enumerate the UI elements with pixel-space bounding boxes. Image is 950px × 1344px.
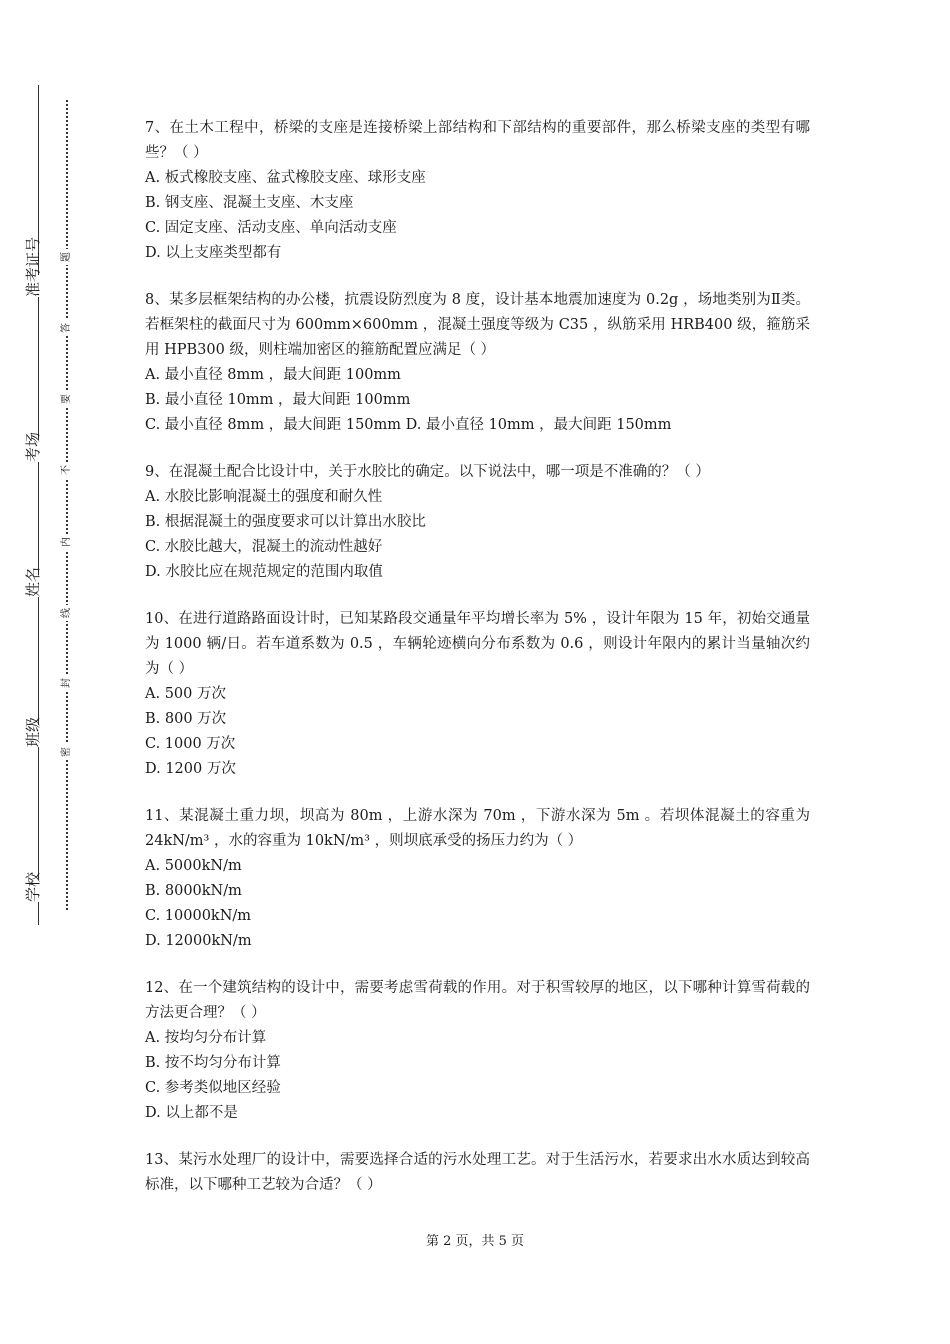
option-a: A. 板式橡胶支座、盆式橡胶支座、球形支座 xyxy=(145,170,426,186)
question-stem: 11、某混凝土重力坝，坝高为 80m ，上游水深为 70m ，下游水深为 5m 。若坝体混凝土的容重为 24kN/m³ ，水的容重为 10kN/m³ ，则坝底承受的扬压力约为（ ） xyxy=(145,808,810,849)
label-name: 姓名 xyxy=(24,566,42,597)
seal-char: 要 xyxy=(60,391,74,407)
option-c: C. 参考类似地区经验 xyxy=(145,1080,281,1096)
question-8 xyxy=(145,288,810,438)
label-exam-room: 考场 xyxy=(24,431,42,462)
option-d: D. 水胶比应在规范规定的范围内取值 xyxy=(145,564,383,580)
option-d: D. 以上都不是 xyxy=(145,1105,238,1121)
question-stem: 7、在土木工程中，桥梁的支座是连接桥梁上部结构和下部结构的重要部件，那么桥梁支座的类型有哪些？（ ） xyxy=(145,120,810,161)
question-10 xyxy=(145,607,810,782)
option-b: B. 最小直径 10mm ，最大间距 100mm xyxy=(145,392,411,408)
option-c: C. 水胶比越大，混凝土的流动性越好 xyxy=(145,539,383,555)
option-b: B. 根据混凝土的强度要求可以计算出水胶比 xyxy=(145,514,426,530)
option-b: B. 800 万次 xyxy=(145,711,227,727)
question-12 xyxy=(145,976,810,1126)
binding-labels xyxy=(22,85,44,925)
seal-char: 不 xyxy=(60,462,74,478)
seal-char: 内 xyxy=(60,534,74,550)
question-stem: 10、在进行道路路面设计时，已知某路段交通量年平均增长率为 5% ，设计年限为 15 年，初始交通量为 1000 辆/日。若车道系数为 0.5 ，车辆轮迹横向分布系数为 0.6 ，则设计年限内的累计当量轴次约为（ ） xyxy=(145,611,810,677)
option-c-d: C. 最小直径 8mm ，最大间距 150mm D. 最小直径 10mm ，最大间距 150mm xyxy=(145,417,672,433)
option-a: A. 按均匀分布计算 xyxy=(145,1030,267,1046)
option-c: C. 固定支座、活动支座、单向活动支座 xyxy=(145,220,397,236)
question-stem: 9、在混凝土配合比设计中，关于水胶比的确定。以下说法中，哪一项是不准确的？（ ） xyxy=(145,464,710,480)
option-a: A. 5000kN/m xyxy=(145,858,242,874)
option-b: B. 按不均匀分布计算 xyxy=(145,1055,281,1071)
option-d: D. 以上支座类型都有 xyxy=(145,245,282,261)
question-9 xyxy=(145,460,810,585)
question-stem: 8、某多层框架结构的办公楼，抗震设防烈度为 8 度，设计基本地震加速度为 0.2g ，场地类别为Ⅱ类。若框架柱的截面尺寸为 600mm×600mm ，混凝土强度等级为 C35 ，纵筋采用 HRB400 级，箍筋采用 HPB300 级，则柱端加密区的箍筋配置应满足（ ） xyxy=(145,292,810,358)
option-d: D. 12000kN/m xyxy=(145,933,252,949)
question-list xyxy=(145,116,810,1220)
label-admission-number: 准考证号 xyxy=(24,236,42,297)
label-school: 学校 xyxy=(24,871,42,902)
option-a: A. 最小直径 8mm ，最大间距 100mm xyxy=(145,367,401,383)
option-a: A. 500 万次 xyxy=(145,686,226,702)
option-c: C. 1000 万次 xyxy=(145,736,236,752)
question-7 xyxy=(145,116,810,266)
page-footer: 第 2 页，共 5 页 xyxy=(425,1234,525,1249)
option-b: B. 钢支座、混凝土支座、木支座 xyxy=(145,195,354,211)
option-a: A. 水胶比影响混凝土的强度和耐久性 xyxy=(145,489,383,505)
seal-char: 密 xyxy=(60,744,74,760)
label-class: 班级 xyxy=(24,716,42,747)
seal-char: 线 xyxy=(60,605,74,621)
question-11 xyxy=(145,804,810,954)
question-stem: 13、某污水处理厂的设计中，需要选择合适的污水处理工艺。对于生活污水，若要求出水水质达到较高标准，以下哪种工艺较为合适？（ ） xyxy=(145,1152,810,1193)
seal-dotted-line xyxy=(66,100,68,910)
question-13 xyxy=(145,1148,810,1198)
option-b: B. 8000kN/m xyxy=(145,883,242,899)
option-c: C. 10000kN/m xyxy=(145,908,252,924)
option-d: D. 1200 万次 xyxy=(145,761,236,777)
seal-char: 封 xyxy=(60,675,74,691)
seal-char: 答 xyxy=(60,320,74,336)
seal-char: 题 xyxy=(60,249,74,265)
question-stem: 12、在一个建筑结构的设计中，需要考虑雪荷载的作用。对于积雪较厚的地区，以下哪种计算雪荷载的方法更合理？（ ） xyxy=(145,980,810,1021)
